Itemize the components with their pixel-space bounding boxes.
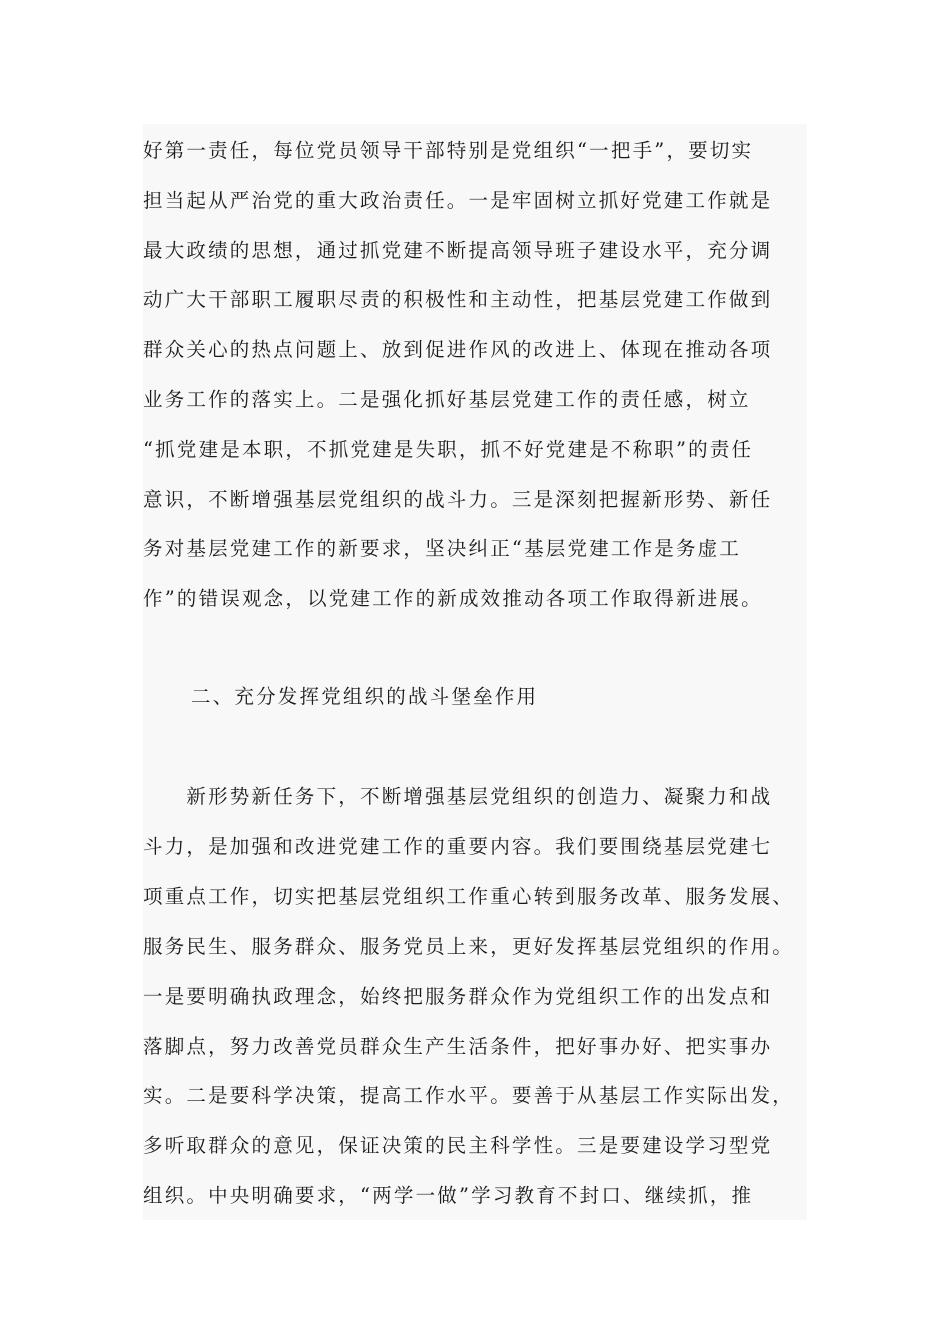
paragraph-2 [143,758,807,1220]
text-line: 务对基层党建工作的新要求，坚决纠正“基层党建工作是务虚工 [143,537,742,560]
section-heading: 二、充分发挥党组织的战斗堡垒作用 [191,685,539,708]
text-line: 新形势新任务下，不断增强基层党组织的创造力、凝聚力和战 [143,785,773,808]
text-line: 意识，不断增强基层党组织的战斗力。三是深刻把握新形势、新任 [143,488,773,511]
text-line: 好第一责任，每位党员领导干部特别是党组织“一把手”，要切实 [143,139,754,162]
text-line: 项重点工作，切实把基层党组织工作重心转到服务改革、服务发展、 [143,885,795,908]
text-line: 一是要明确执政理念，始终把服务群众作为党组织工作的出发点和 [143,985,773,1008]
text-line: “抓党建是本职，不抓党建是失职，抓不好党建是不称职”的责任 [143,438,754,461]
text-line: 最大政绩的思想，通过抓党建不断提高领导班子建设水平，充分调 [143,239,773,262]
text-line: 动广大干部职工履职尽责的积极性和主动性，把基层党建工作做到 [143,288,773,311]
paragraph-1 [143,124,807,662]
text-line: 多听取群众的意见，保证决策的民主科学性。三是要建设学习型党 [143,1134,773,1157]
text-line: 落脚点，努力改善党员群众生产生活条件，把好事办好、把实事办 [143,1035,773,1058]
text-line: 斗力，是加强和改进党建工作的重要内容。我们要围绕基层党建七 [143,835,773,858]
text-line: 实。二是要科学决策，提高工作水平。要善于从基层工作实际出发， [143,1084,795,1107]
section-heading-block [143,662,807,758]
text-line: 群众关心的热点问题上、放到促进作风的改进上、体现在推动各项 [143,338,773,361]
text-line: 业务工作的落实上。二是强化抓好基层党建工作的责任感，树立 [143,388,751,411]
text-line: 作”的错误观念，以党建工作的新成效推动各项工作取得新进展。 [143,587,763,610]
text-line: 组织。中央明确要求，“两学一做”学习教育不封口、继续抓，推 [143,1184,754,1207]
text-line: 服务民生、服务群众、服务党员上来，更好发挥基层党组织的作用。 [143,935,795,958]
text-line: 担当起从严治党的重大政治责任。一是牢固树立抓好党建工作就是 [143,189,773,212]
